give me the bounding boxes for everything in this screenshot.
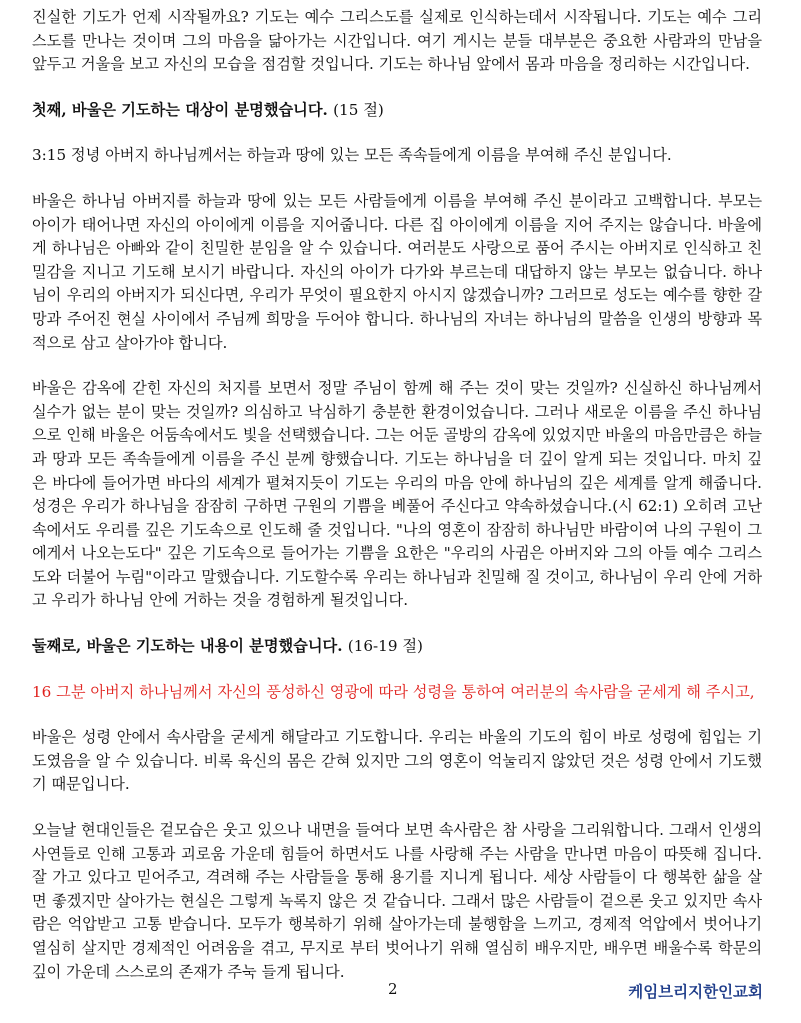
section-heading-first [32,99,762,123]
body-paragraph-prison: 바울은 감옥에 갇힌 자신의 처지를 보면서 정말 주님이 함께 해 주는 것이 맞는 것일까? 신실하신 하나님께서 실수가 없는 분이 맞는 것일까? 의심하고 낙심하기 충분한 환경이었습니다. 그러나 새로운 이름을 주신 하나님으로 인해 바울은 어둠속에서도 빛을 선택했습니다. 그는 어둔 골방의 감옥에 있었지만 바울의 마음만큼은 하늘과 땅과 모든 족속들에게 이름을 주신 분께 향했습니다. 기도는 하나님을 더 깊이 알게 되는 것입니다. 마치 깊은 바다에 들어가면 바다의 세계가 펼쳐지듯이 기도는 우리의 마음 안에 하나님의 깊은 세계를 알게 해줍니다. 성경은 우리가 하나님을 잠잠히 구하면 구원의 기쁨을 베풀어 주신다고 약속하셨습니다.(시 62:1) 오히려 고난속에서도 우리를 깊은 기도속으로 인도해 줄 것입니다. "나의 영혼이 잠잠히 하나님만 바람이여 나의 구원이 그에게서 나오는도다" 깊은 기도속으로 들어가는 기쁨을 요한은 "우리의 사귐은 아버지와 그의 아들 예수 그리스도와 더불어 누림"이라고 말했습니다. 기도할수록 우리는 하나님과 친밀해 질 것이고, 하나님이 우리 안에 거하고 우리가 하나님 안에 거하는 것을 경험하게 될것입니다. [32,379,762,610]
document-body [32,6,762,1006]
section-heading-first-title: 첫째, 바울은 기도하는 대상이 분명했습니다. [32,100,328,119]
intro-paragraph: 진실한 기도가 언제 시작될까요? 기도는 예수 그리스도를 실제로 인식하는데서 시작됩니다. 기도는 예수 그리스도를 만나는 것이며 그의 마음을 닮아가는 시간입니다. 여기 게시는 분들 대부분은 중요한 사람과의 만남을 앞두고 거울을 보고 자신의 모습을 점검할 것입니다. 기도는 하나님 앞에서 몸과 마음을 정리하는 시간입니다. [32,8,762,74]
body-paragraph-spirit: 바울은 성령 안에서 속사람을 굳세게 해달라고 기도합니다. 우리는 바울의 기도의 힘이 바로 성령에 힘입는 기도였음을 알 수 있습니다. 비록 육신의 몸은 갇혀 있지만 그의 영혼이 억눌리지 않았던 것은 성령 안에서 기도했기 때문입니다. [32,728,762,794]
section-heading-first-ref: (15 절) [333,100,384,119]
body-paragraph-father: 바울은 하나님 아버지를 하늘과 땅에 있는 모든 사람들에게 이름을 부여해 주신 분이라고 고백합니다. 부모는 아이가 태어나면 자신의 아이에게 이름을 지어줍니다. 다른 집 아이에게 이름을 지어 주지는 않습니다. 바울에게 하나님은 아빠와 같이 친밀한 분임을 알 수 있습니다. 여러분도 사랑으로 품어 주시는 아버지로 인식하고 친밀감을 지니고 기도해 보시기 바랍니다. 자신의 아이가 다가와 부르는데 대답하지 않는 부모는 없습니다. 하나님이 우리의 아버지가 되신다면, 우리가 무엇이 필요한지 아시지 않겠습니까? 그러므로 성도는 예수를 향한 갈망과 주어진 현실 사이에서 주님께 희망을 두어야 합니다. 하나님의 자녀는 하나님의 말씀을 인생의 방향과 목적으로 삼고 살아가야 합니다. [32,191,762,352]
scripture-verse-16: 16 그분 아버지 하나님께서 자신의 풍성하신 영광에 따라 성령을 통하여 여러분의 속사람을 굳세게 해 주시고, [32,682,755,701]
page-footer [0,980,801,1008]
section-heading-second [32,635,762,659]
page-number: 2 [388,980,398,998]
church-name: 케임브리지한인교회 [628,983,763,1001]
section-heading-second-title: 둘째로, 바울은 기도하는 내용이 분명했습니다. [32,637,343,656]
body-paragraph-modern: 오늘날 현대인들은 겉모습은 웃고 있으나 내면을 들여다 보면 속사람은 참 사랑을 그리워합니다. 그래서 인생의 사연들로 인해 고통과 괴로움 가운데 힘들어 하면서도 나를 사랑해 주는 사람을 만나면 마음이 따뜻해 집니다. 잘 가고 있다고 믿어주고, 격려해 주는 사람들을 통해 용기를 지니게 됩니다. 세상 사람들이 다 행복한 삶을 살면 좋겠지만 살아가는 현실은 그렇게 녹록지 않은 것 같습니다. 그래서 많은 사람들이 겉으론 웃고 있지만 속사람은 억압받고 고통 받습니다. 모두가 행복하기 위해 살아가는데 불행함을 느끼고, 경제적 억압에서 벗어나기 열심히 살지만 경제적인 어려움을 겪고, 무지로 부터 벗어나기 위해 열심히 배우지만, 배우면 배울수록 학문의 깊이 가운데 스스로의 존재가 주눅 들게 됩니다. [32,821,762,981]
section-heading-second-ref: (16-19 절) [347,637,423,656]
scripture-verse-15: 3:15 정녕 아버지 하나님께서는 하늘과 땅에 있는 모든 족속들에게 이름을 부여해 주신 분입니다. [32,146,672,165]
